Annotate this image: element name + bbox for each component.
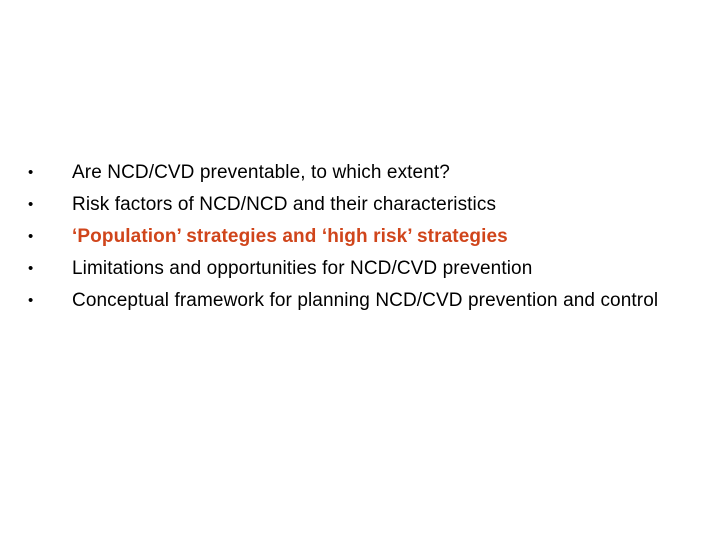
bullet-marker: • xyxy=(28,260,34,277)
bullet-item-risk-factors xyxy=(28,193,698,217)
bullet-text: Conceptual framework for planning NCD/CVD prevention and control xyxy=(72,290,659,311)
bullet-text: Are NCD/CVD preventable, to which extent? xyxy=(72,162,450,183)
bullet-item-limitations xyxy=(28,257,698,281)
bullet-item-prevention-extent xyxy=(28,161,698,185)
bullet-marker: • xyxy=(28,164,34,181)
bullet-item-strategies xyxy=(28,225,698,249)
bullet-text: Risk factors of NCD/NCD and their characteristics xyxy=(72,194,497,215)
bullet-marker: • xyxy=(28,196,34,213)
bullet-list xyxy=(28,161,698,321)
bullet-text-highlighted: ‘Population’ strategies and ‘high risk’ strategies xyxy=(72,226,508,247)
bullet-marker: • xyxy=(28,292,34,309)
bullet-text: Limitations and opportunities for NCD/CVD prevention xyxy=(72,258,533,279)
bullet-marker: • xyxy=(28,228,34,245)
bullet-item-conceptual-framework xyxy=(28,289,698,313)
